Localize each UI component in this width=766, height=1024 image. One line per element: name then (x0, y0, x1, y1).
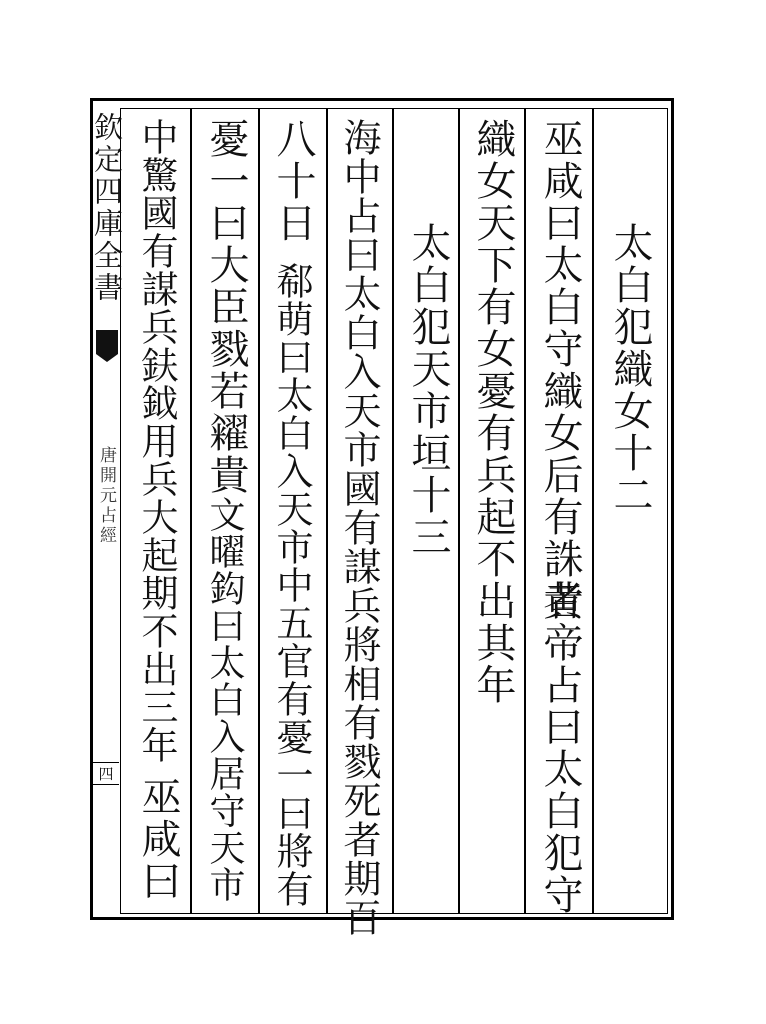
fishtail-mark-icon (96, 330, 118, 354)
page-number: 四 (93, 762, 119, 785)
text-column: 中驚國有謀兵鈇鉞用兵大起期不出三年 (135, 118, 178, 764)
column-rule (458, 108, 460, 914)
text-column: 巫咸曰 (135, 776, 181, 902)
column-rule (524, 108, 526, 914)
text-column: 憂一曰大臣戮若糴貴 (203, 118, 249, 496)
text-column: 海中占曰太白入天市國有謀兵將相有戮死者期百 (337, 118, 381, 937)
text-column: 八十日 (270, 118, 316, 244)
text-column: 織女天下有女憂有兵起不出其年 (470, 118, 516, 706)
heading-column: 太白犯織女十二 (607, 222, 653, 516)
column-rule (258, 108, 260, 914)
column-rule (326, 108, 328, 914)
column-rule (592, 108, 594, 914)
heading-column: 太白犯天市垣十三 (405, 222, 451, 558)
text-column: 巫咸曰太白守織女后有誅者 (537, 118, 583, 622)
text-column: 郗萌曰太白入天市中五官有憂一曰將有 (270, 262, 313, 908)
chapter-subtitle: 唐開元占經 (96, 446, 116, 546)
column-rule (392, 108, 394, 914)
text-column: 黄帝占曰太白犯守 (537, 580, 583, 916)
text-column: 文曜鈎曰太白入居守天市 (204, 496, 245, 903)
column-rule (190, 108, 192, 914)
book-title: 欽定四庫全書 (90, 112, 124, 304)
